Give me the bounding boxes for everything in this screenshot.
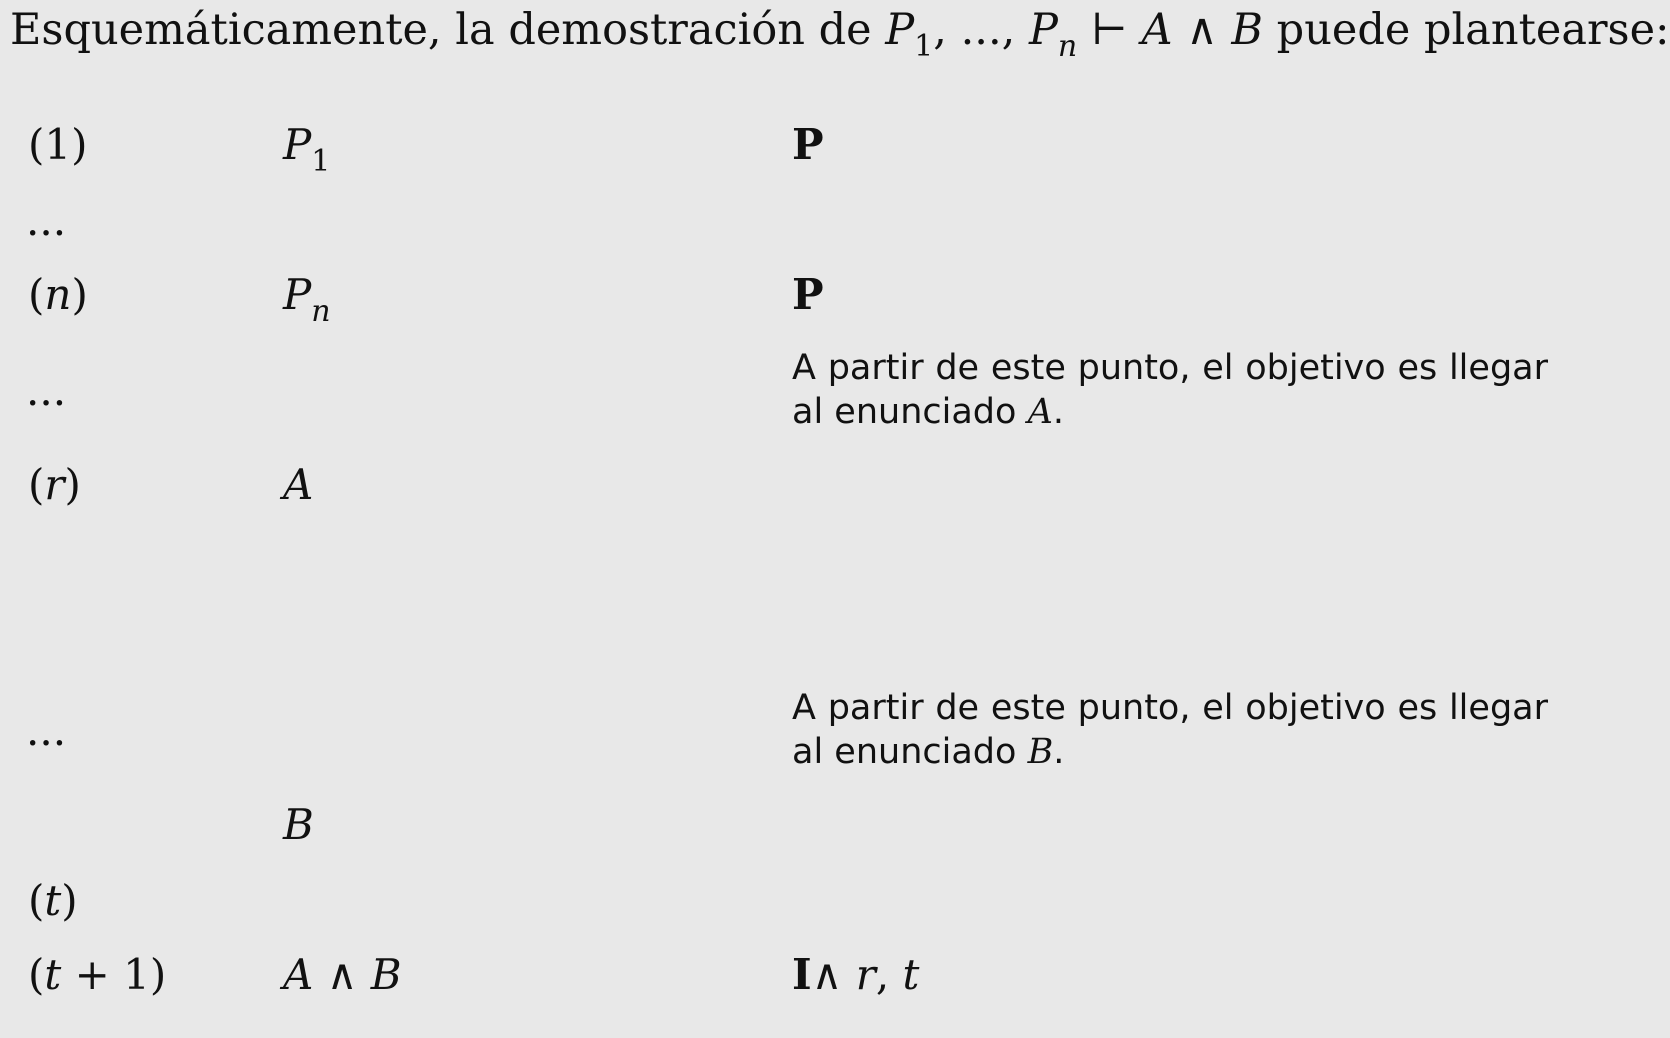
ellipsis-2: ... [26,366,67,415]
formula-a-and-b: A ∧ B [283,950,402,999]
justification-and-introduction: I∧ r, t [792,950,920,999]
line-number-r: (r) [28,460,81,509]
intro-and: ∧ [1172,5,1232,55]
intro-sentence [10,4,1670,64]
intro-a: A [1141,5,1173,55]
line-number-n: (n) [28,270,88,319]
formula-b: B [283,800,314,849]
justification-premise-1: P [792,120,824,169]
line-number-t-plus-1: (t + 1) [28,950,167,999]
intro-text-after: puede plantearse: [1263,5,1670,55]
formula-a: A [283,460,314,509]
comment-goal-b: A partir de este punto, el objetivo es llegar al enunciado B. [792,688,1548,772]
ellipsis-3: ... [26,706,67,755]
intro-p1: $P_1$ [885,5,934,64]
comment-goal-a: A partir de este punto, el objetivo es llegar al enunciado A. [792,348,1548,432]
intro-text-before: Esquemáticamente, la demostración de [10,5,886,55]
intro-turnstile: ⊢ [1077,5,1142,55]
intro-ellipsis: , ..., [933,5,1029,55]
line-number-t: (t) [28,876,78,925]
line-number-1: (1) [28,120,88,169]
intro-b: B [1231,5,1264,55]
justification-premise-n: P [792,270,824,319]
formula-p1: $P_1$ [283,120,331,179]
formula-pn: $P_n$ [283,270,331,329]
ellipsis-1: ... [26,196,67,245]
intro-pn: $P_n$ [1028,5,1078,64]
